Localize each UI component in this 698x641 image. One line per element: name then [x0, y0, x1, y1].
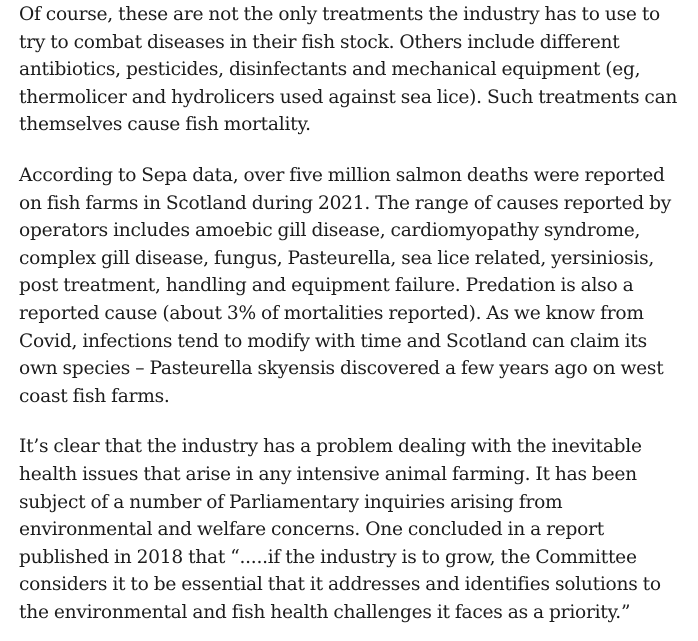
paragraph-sepa-data: According to Sepa data, over five million salmon deaths were reported on fish farms in Scotland during 2021. The range of causes reported by operators includes amoebic gill disease, cardiomyopathy syndrome, complex gill disease, fungus, Pasteurella, sea lice related, yersiniosis, post treatment, handling and equipment failure. Predation is also a reported cause (about 3% of mortalities reported). As we know from Covid, infections tend to modify with time and Scotland can claim its own species – Pasteurella skyensis discovered a few years ago on west coast fish farms. [19, 164, 671, 407]
article-body [0, 1, 698, 626]
paragraph-industry-problem: It’s clear that the industry has a problem dealing with the inevitable health issues that arise in any intensive animal farming. It has been subject of a number of Parliamentary inquiries arising from environmental and welfare concerns. One concluded in a report published in 2018 that “.....if the industry is to grow, the Committee considers it to be essential that it addresses and identifies solutions to the environmental and fish health challenges it faces as a priority.” [19, 436, 661, 623]
paragraph-treatments: Of course, these are not the only treatments the industry has to use to try to combat diseases in their fish stock. Others include different antibiotics, pesticides, disinfectants and mechanical equipment (eg, thermolicer and hydrolicers used against sea lice). Such treatments can themselves cause fish mortality. [19, 4, 678, 136]
